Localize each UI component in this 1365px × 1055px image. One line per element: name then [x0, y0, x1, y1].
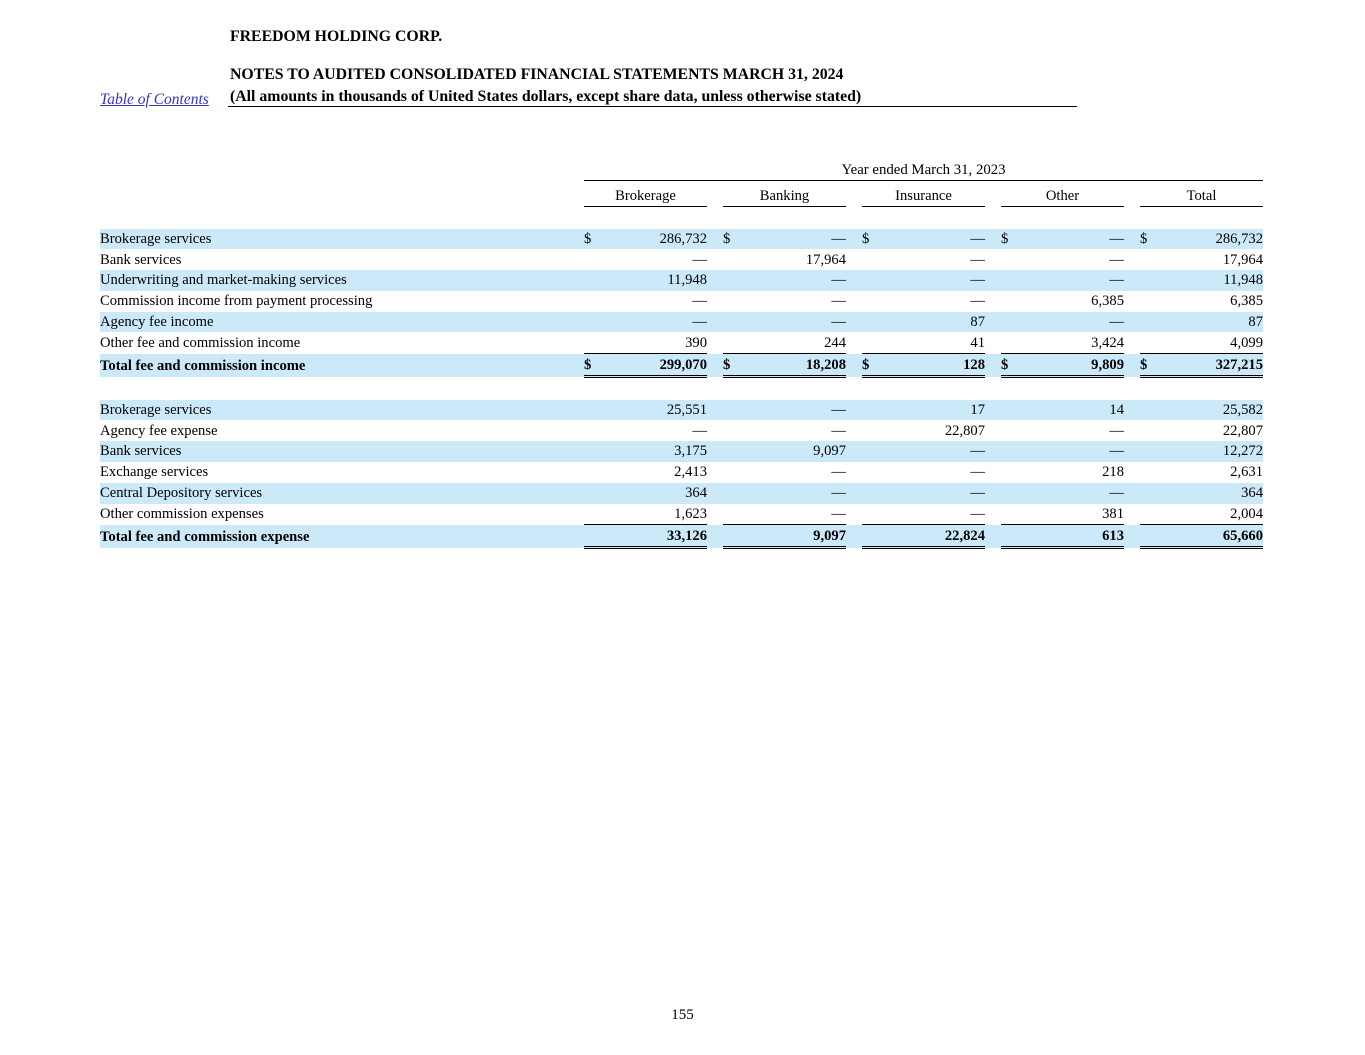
dollar-sign-cell	[1140, 332, 1160, 353]
dollar-sign-cell	[1140, 525, 1160, 548]
column-gap	[707, 525, 723, 548]
cell-value: 33,126	[604, 525, 707, 548]
dollar-sign-cell	[862, 504, 882, 525]
dollar-sign-cell	[1140, 504, 1160, 525]
row-label: Brokerage services	[100, 400, 568, 421]
column-gap	[568, 181, 584, 207]
cell-value: —	[882, 270, 985, 291]
cell-value: 9,809	[1021, 354, 1124, 377]
column-gap	[1124, 420, 1140, 441]
column-gap	[568, 354, 584, 377]
cell-value: 22,824	[882, 525, 985, 548]
document-subtitle: (All amounts in thousands of United States dollars, except share data, unless otherwise stated)	[230, 88, 862, 105]
dollar-sign-cell	[1001, 270, 1021, 291]
cell-value: 25,582	[1160, 400, 1263, 421]
column-gap	[846, 400, 862, 421]
cell-value: 364	[1160, 483, 1263, 504]
column-gap	[707, 462, 723, 483]
cell-value: 17,964	[1222, 251, 1263, 268]
dollar-sign-cell	[723, 312, 743, 333]
cell-value: —	[882, 229, 985, 250]
dollar-sign-cell	[584, 332, 604, 353]
table-row	[100, 462, 1263, 483]
column-gap	[985, 525, 1001, 548]
column-gap	[568, 462, 584, 483]
row-label: Other fee and commission income	[100, 335, 301, 352]
column-gap	[568, 312, 584, 333]
column-gap	[985, 270, 1001, 291]
cell-value: —	[970, 464, 985, 481]
cell-value: 244	[743, 332, 846, 353]
dollar-sign-cell: $	[1140, 354, 1160, 377]
dollar-sign-cell	[584, 312, 604, 333]
cell-value: 1,623	[604, 504, 707, 525]
cell-value: —	[692, 251, 707, 268]
row-label: Central Depository services	[100, 483, 568, 504]
cell-value: 327,215	[1160, 354, 1263, 377]
column-gap	[985, 249, 1001, 270]
column-header-brokerage: Brokerage	[584, 181, 707, 207]
row-label: Underwriting and market-making services	[100, 270, 568, 291]
dollar-sign-cell	[584, 420, 604, 441]
dollar-sign-cell	[1140, 420, 1160, 441]
cell-value: —	[831, 293, 846, 310]
column-gap	[846, 291, 862, 312]
dollar-sign-cell	[862, 291, 882, 312]
column-gap	[846, 525, 862, 548]
column-gap	[568, 332, 584, 353]
cell-value: —	[1021, 229, 1124, 250]
cell-value: 2,413	[674, 464, 707, 481]
dollar-sign-cell	[723, 291, 743, 312]
column-gap	[568, 400, 584, 421]
column-gap	[846, 420, 862, 441]
cell-value: —	[970, 251, 985, 268]
cell-value: —	[743, 270, 846, 291]
period-header-row	[100, 158, 1263, 181]
dollar-sign-cell	[1140, 441, 1160, 462]
column-gap	[846, 354, 862, 377]
dollar-sign-cell	[584, 525, 604, 548]
cell-value: 381	[1021, 504, 1124, 525]
column-gap	[707, 441, 723, 462]
dollar-sign-cell: $	[1140, 229, 1160, 250]
cell-value: 22,807	[1222, 422, 1263, 439]
row-label: Commission income from payment processing	[100, 293, 373, 310]
cell-value: —	[692, 293, 707, 310]
dollar-sign-cell: $	[1001, 229, 1021, 250]
table-row	[100, 400, 1263, 421]
dollar-sign-cell	[1001, 483, 1021, 504]
column-gap	[568, 504, 584, 525]
cell-value: 6,385	[1091, 293, 1124, 310]
dollar-sign-cell	[584, 483, 604, 504]
column-header-banking: Banking	[723, 181, 846, 207]
cell-value: 613	[1021, 525, 1124, 548]
spacer	[100, 377, 1263, 400]
column-gap	[846, 483, 862, 504]
dollar-sign-cell	[723, 441, 743, 462]
row-label: Total fee and commission income	[100, 354, 568, 377]
column-gap	[985, 400, 1001, 421]
dollar-sign-cell	[1140, 483, 1160, 504]
dollar-sign-cell	[862, 525, 882, 548]
column-gap	[707, 420, 723, 441]
column-gap	[1124, 249, 1140, 270]
cell-value: —	[1109, 251, 1124, 268]
table-row	[100, 291, 1263, 312]
column-gap	[707, 229, 723, 250]
dollar-sign-cell	[1001, 420, 1021, 441]
dollar-sign-cell	[862, 249, 882, 270]
column-gap	[1124, 462, 1140, 483]
dollar-sign-cell	[1001, 332, 1021, 353]
cell-value: —	[743, 312, 846, 333]
column-gap	[846, 462, 862, 483]
dollar-sign-cell: $	[862, 354, 882, 377]
dollar-sign-cell	[723, 400, 743, 421]
cell-value: —	[743, 483, 846, 504]
dollar-sign-cell	[1001, 312, 1021, 333]
dollar-sign-cell	[1001, 504, 1021, 525]
cell-value: 17,964	[805, 251, 846, 268]
spacer-row	[100, 207, 1263, 229]
cell-value: 3,424	[1021, 332, 1124, 353]
cell-value: —	[692, 422, 707, 439]
column-gap	[1124, 400, 1140, 421]
cell-value: —	[1021, 270, 1124, 291]
column-gap	[568, 291, 584, 312]
column-gap	[707, 270, 723, 291]
dollar-sign-cell: $	[584, 229, 604, 250]
row-label: Bank services	[100, 251, 182, 268]
cell-value: 9,097	[743, 525, 846, 548]
dollar-sign-cell	[1001, 400, 1021, 421]
dollar-sign-cell	[1140, 400, 1160, 421]
cell-value: 3,175	[604, 441, 707, 462]
cell-value: 4,099	[1160, 332, 1263, 353]
column-gap	[985, 504, 1001, 525]
cell-value: —	[882, 504, 985, 525]
column-gap	[985, 354, 1001, 377]
cell-value: 390	[604, 332, 707, 353]
table-total-row	[100, 525, 1263, 548]
cell-value: 299,070	[604, 354, 707, 377]
dollar-sign-cell	[723, 525, 743, 548]
column-gap	[707, 504, 723, 525]
column-gap	[707, 332, 723, 353]
table-row	[100, 229, 1263, 250]
column-gap	[1124, 525, 1140, 548]
table-row	[100, 504, 1263, 525]
cell-value: 22,807	[944, 422, 985, 439]
dollar-sign-cell	[584, 270, 604, 291]
table-row	[100, 420, 1263, 441]
spacer-row	[100, 377, 1263, 400]
dollar-sign-cell	[723, 249, 743, 270]
column-gap	[1124, 181, 1140, 207]
table-row	[100, 249, 1263, 270]
dollar-sign-cell: $	[584, 354, 604, 377]
column-gap	[707, 249, 723, 270]
cell-value: —	[831, 422, 846, 439]
table-of-contents-link[interactable]: Table of Contents	[100, 91, 209, 108]
cell-value: 128	[882, 354, 985, 377]
dollar-sign-cell	[862, 332, 882, 353]
row-label: Bank services	[100, 441, 568, 462]
header-rule	[228, 106, 1077, 107]
column-gap	[568, 270, 584, 291]
column-header-insurance: Insurance	[862, 181, 985, 207]
cell-value: 87	[882, 312, 985, 333]
cell-value: —	[1109, 422, 1124, 439]
dollar-sign-cell	[862, 270, 882, 291]
cell-value: 18,208	[743, 354, 846, 377]
column-gap	[568, 158, 584, 181]
column-gap	[985, 483, 1001, 504]
cell-value: —	[743, 400, 846, 421]
dollar-sign-cell	[723, 462, 743, 483]
column-gap	[846, 229, 862, 250]
column-header-row	[100, 181, 1263, 207]
cell-value: —	[1021, 483, 1124, 504]
column-gap	[1124, 291, 1140, 312]
dollar-sign-cell	[584, 291, 604, 312]
column-gap	[846, 441, 862, 462]
row-label: Total fee and commission expense	[100, 525, 568, 548]
fee-commission-table	[100, 158, 1263, 549]
dollar-sign-cell	[1001, 525, 1021, 548]
dollar-sign-cell	[1140, 312, 1160, 333]
cell-value: 87	[1160, 312, 1263, 333]
column-gap	[1124, 483, 1140, 504]
table-total-row	[100, 354, 1263, 377]
column-gap	[707, 400, 723, 421]
dollar-sign-cell	[1001, 249, 1021, 270]
cell-value: 364	[604, 483, 707, 504]
page-number: 155	[671, 1007, 694, 1023]
table-row	[100, 270, 1263, 291]
row-label: Agency fee expense	[100, 422, 218, 439]
dollar-sign-cell: $	[862, 229, 882, 250]
cell-value: 11,948	[1160, 270, 1263, 291]
cell-value: —	[882, 441, 985, 462]
company-name: FREEDOM HOLDING CORP.	[230, 28, 443, 45]
column-gap	[1124, 229, 1140, 250]
column-gap	[568, 420, 584, 441]
dollar-sign-cell	[862, 400, 882, 421]
dollar-sign-cell	[1140, 270, 1160, 291]
cell-value: 2,004	[1160, 504, 1263, 525]
column-gap	[985, 332, 1001, 353]
column-gap	[568, 229, 584, 250]
cell-value: 286,732	[1160, 229, 1263, 250]
empty-cell	[100, 158, 568, 181]
column-gap	[1124, 504, 1140, 525]
dollar-sign-cell	[584, 462, 604, 483]
row-label: Agency fee income	[100, 312, 568, 333]
column-header-other: Other	[1001, 181, 1124, 207]
cell-value: 17	[882, 400, 985, 421]
cell-value: 11,948	[604, 270, 707, 291]
cell-value: 41	[882, 332, 985, 353]
column-gap	[568, 525, 584, 548]
cell-value: —	[743, 504, 846, 525]
column-header-total: Total	[1140, 181, 1263, 207]
dollar-sign-cell	[1140, 249, 1160, 270]
column-gap	[568, 249, 584, 270]
column-gap	[568, 483, 584, 504]
spacer	[100, 207, 1263, 229]
column-gap	[1124, 354, 1140, 377]
column-gap	[568, 441, 584, 462]
column-gap	[707, 354, 723, 377]
column-gap	[985, 312, 1001, 333]
column-gap	[985, 441, 1001, 462]
column-gap	[1124, 270, 1140, 291]
dollar-sign-cell	[723, 270, 743, 291]
dollar-sign-cell	[862, 483, 882, 504]
dollar-sign-cell	[723, 504, 743, 525]
cell-value: 286,732	[604, 229, 707, 250]
dollar-sign-cell: $	[1001, 354, 1021, 377]
period-header: Year ended March 31, 2023	[584, 158, 1263, 181]
cell-value: 2,631	[1230, 464, 1263, 481]
column-gap	[846, 312, 862, 333]
column-gap	[846, 504, 862, 525]
column-gap	[846, 249, 862, 270]
dollar-sign-cell	[1140, 462, 1160, 483]
dollar-sign-cell	[723, 332, 743, 353]
column-gap	[846, 181, 862, 207]
column-gap	[846, 332, 862, 353]
column-gap	[1124, 441, 1140, 462]
column-gap	[985, 229, 1001, 250]
dollar-sign-cell	[584, 400, 604, 421]
cell-value: —	[882, 483, 985, 504]
cell-value: 218	[1102, 464, 1124, 481]
dollar-sign-cell	[1140, 291, 1160, 312]
table-row	[100, 312, 1263, 333]
empty-cell	[100, 181, 568, 207]
dollar-sign-cell	[723, 483, 743, 504]
table-row	[100, 483, 1263, 504]
cell-value: —	[604, 312, 707, 333]
document-title: NOTES TO AUDITED CONSOLIDATED FINANCIAL STATEMENTS MARCH 31, 2024	[230, 66, 844, 83]
table-row	[100, 332, 1263, 353]
cell-value: 12,272	[1160, 441, 1263, 462]
column-gap	[1124, 312, 1140, 333]
row-label: Brokerage services	[100, 229, 568, 250]
column-gap	[707, 181, 723, 207]
column-gap	[985, 181, 1001, 207]
column-gap	[707, 312, 723, 333]
column-gap	[707, 291, 723, 312]
table-row	[100, 441, 1263, 462]
cell-value: —	[970, 293, 985, 310]
column-gap	[985, 291, 1001, 312]
column-gap	[985, 462, 1001, 483]
row-label: Exchange services	[100, 464, 209, 481]
cell-value: —	[743, 229, 846, 250]
cell-value: 6,385	[1230, 293, 1263, 310]
dollar-sign-cell	[1001, 441, 1021, 462]
cell-value: 25,551	[604, 400, 707, 421]
dollar-sign-cell	[584, 441, 604, 462]
dollar-sign-cell	[584, 249, 604, 270]
cell-value: —	[831, 464, 846, 481]
dollar-sign-cell	[862, 462, 882, 483]
dollar-sign-cell	[1001, 291, 1021, 312]
cell-value: —	[1021, 441, 1124, 462]
column-gap	[846, 270, 862, 291]
cell-value: 9,097	[743, 441, 846, 462]
row-label: Other commission expenses	[100, 506, 264, 523]
cell-value: 14	[1021, 400, 1124, 421]
column-gap	[1124, 332, 1140, 353]
dollar-sign-cell	[862, 441, 882, 462]
cell-value: 65,660	[1160, 525, 1263, 548]
dollar-sign-cell	[862, 312, 882, 333]
column-gap	[707, 483, 723, 504]
dollar-sign-cell: $	[723, 229, 743, 250]
dollar-sign-cell	[1001, 462, 1021, 483]
column-gap	[985, 420, 1001, 441]
dollar-sign-cell	[723, 420, 743, 441]
dollar-sign-cell	[584, 504, 604, 525]
dollar-sign-cell: $	[723, 354, 743, 377]
dollar-sign-cell	[862, 420, 882, 441]
cell-value: —	[1021, 312, 1124, 333]
